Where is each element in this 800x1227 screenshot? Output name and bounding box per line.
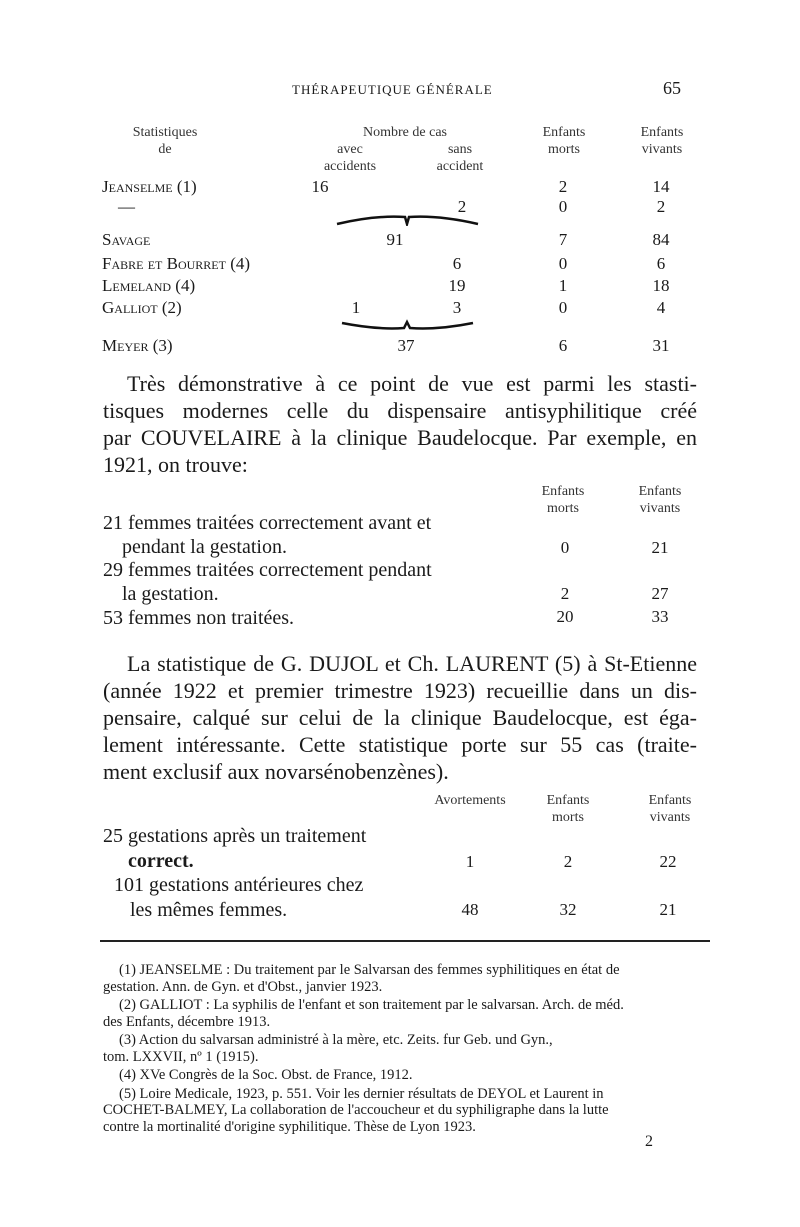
table-cell: 33 bbox=[651, 607, 669, 626]
table-row-label: Jeanselme (1) bbox=[102, 177, 197, 196]
table-cell: 21 bbox=[659, 900, 677, 919]
table-row-label: la gestation. bbox=[122, 583, 219, 605]
paragraph-line: 1921, on trouve: bbox=[103, 452, 248, 477]
table-row-label: correct. bbox=[128, 850, 194, 872]
table1-head-line: sans bbox=[447, 142, 473, 157]
footnotes bbox=[103, 962, 703, 1135]
table-cell: 19 bbox=[448, 276, 466, 295]
table1-head-line: de bbox=[158, 142, 172, 157]
footnote-line: gestation. Ann. de Gyn. et d'Obst., janvier 1923. bbox=[103, 978, 383, 995]
table-cell: 2 bbox=[558, 177, 568, 196]
footnote-line: (3) Action du salvarsan administré à la mère, etc. Zeits. fur Geb. und Gyn., bbox=[119, 1032, 553, 1048]
table3-head-line: Enfants bbox=[546, 793, 590, 808]
table3-head-line: Enfants bbox=[648, 793, 692, 808]
table2-head-line: morts bbox=[547, 501, 579, 516]
table1-col-vivants bbox=[622, 124, 702, 158]
table-cell: 2 bbox=[563, 852, 573, 871]
table-cell: 21 bbox=[651, 538, 669, 557]
paragraph-line: lement intéressante. Cette statistique porte sur 55 cas (traite- bbox=[103, 732, 697, 757]
table-cell: 4 bbox=[656, 298, 666, 317]
brace-icon bbox=[335, 212, 480, 226]
footnote bbox=[103, 962, 703, 995]
table-cell: 18 bbox=[652, 276, 670, 295]
table2-col-vivants bbox=[620, 483, 700, 517]
table1-col-nombre: Nombre de cas bbox=[363, 125, 447, 140]
table3-col-vivants bbox=[630, 792, 710, 826]
table-row-label: 25 gestations après un traitement bbox=[103, 825, 367, 847]
table-cell: 22 bbox=[659, 852, 677, 871]
table1-col-sans bbox=[420, 141, 500, 175]
table1-head-line: avec bbox=[337, 142, 363, 157]
paragraph bbox=[103, 650, 697, 785]
table-cell: 48 bbox=[461, 900, 479, 919]
table-cell: 91 bbox=[386, 230, 404, 249]
table-cell: 2 bbox=[457, 197, 467, 216]
table-cell: 84 bbox=[652, 230, 670, 249]
table-row-label: — bbox=[118, 197, 135, 216]
table-row-label: 53 femmes non traitées. bbox=[103, 607, 295, 629]
footnote-divider bbox=[100, 940, 710, 942]
table-row-label: Meyer (3) bbox=[102, 336, 173, 355]
table-cell: 14 bbox=[652, 177, 670, 196]
table1-head-line: vivants bbox=[641, 142, 683, 157]
table1-head-line: accidents bbox=[323, 159, 377, 174]
table3-col-avortements: Avortements bbox=[434, 793, 506, 808]
table-cell: 0 bbox=[560, 538, 570, 557]
table-cell: 1 bbox=[558, 276, 568, 295]
footnote-line: (4) XVe Congrès de la Soc. Obst. de France, 1912. bbox=[119, 1067, 413, 1083]
paragraph-line: par COUVELAIRE à la clinique Baudelocque. Par exemple, en bbox=[103, 425, 697, 450]
table-row-label: Galliot (2) bbox=[102, 298, 182, 317]
table-row-label: Fabre et Bourret (4) bbox=[102, 254, 251, 273]
table2-head-line: vivants bbox=[639, 501, 681, 516]
table-cell: 0 bbox=[558, 254, 568, 273]
footnote-line: tom. LXXVII, nº 1 (1915). bbox=[103, 1048, 259, 1065]
table1-head-line: Enfants bbox=[542, 125, 586, 140]
table-cell: 6 bbox=[558, 336, 568, 355]
paragraph bbox=[103, 370, 697, 478]
paragraph-line: tisques modernes celle du dispensaire antisyphilitique créé bbox=[103, 398, 697, 423]
table1-head-line: accident bbox=[436, 159, 484, 174]
table-cell: 20 bbox=[556, 607, 574, 626]
table-cell: 27 bbox=[651, 584, 669, 603]
running-header: THÉRAPEUTIQUE GÉNÉRALE bbox=[292, 82, 493, 97]
footnote-line: (5) Loire Medicale, 1923, p. 551. Voir les dernier résultats de DEYOL et Laurent in bbox=[119, 1085, 604, 1102]
table-cell: 16 bbox=[311, 177, 329, 196]
footnote-line: (1) JEANSELME : Du traitement par le Salvarsan des femmes syphilitiques en état de bbox=[119, 962, 620, 978]
table-row-label: 101 gestations antérieures chez bbox=[114, 874, 364, 896]
table-row-label: Savage bbox=[102, 230, 151, 249]
table-cell: 2 bbox=[656, 197, 666, 216]
footnote-line: COCHET-BALMEY, La collaboration de l'accoucheur et du syphiligraphe dans la lutte bbox=[103, 1102, 609, 1118]
paragraph-line: pensaire, calqué sur celui de la clinique Baudelocque, est éga- bbox=[103, 705, 697, 730]
paragraph-line: La statistique de G. DUJOL et Ch. LAURENT (5) à St-Etienne bbox=[127, 651, 697, 676]
table2-col-morts bbox=[523, 483, 603, 517]
table-row-label: pendant la gestation. bbox=[122, 536, 287, 558]
table2-head-line: Enfants bbox=[638, 484, 682, 499]
table-cell: 37 bbox=[397, 336, 415, 355]
table1-col-statistiques bbox=[115, 124, 215, 158]
table-cell: 3 bbox=[452, 298, 462, 317]
table1-head-line: morts bbox=[548, 142, 580, 157]
footnote bbox=[103, 1032, 703, 1065]
footnote-line: contre la mortinalité d'origine syphilitique. Thèse de Lyon 1923. bbox=[103, 1118, 476, 1135]
table1-head-line: Enfants bbox=[640, 125, 684, 140]
table-cell: 7 bbox=[558, 230, 568, 249]
table-cell: 2 bbox=[560, 584, 570, 603]
table1-col-morts bbox=[524, 124, 604, 158]
table-row-label: 21 femmes traitées correctement avant et bbox=[103, 512, 432, 534]
paragraph-line: Très démonstrative à ce point de vue est parmi les stasti- bbox=[127, 371, 697, 396]
page-number: 65 bbox=[663, 78, 681, 98]
table-row-label: 29 femmes traitées correctement pendant bbox=[103, 559, 432, 581]
page-signature: 2 bbox=[645, 1133, 653, 1150]
table3-head-line: morts bbox=[552, 810, 584, 825]
table-cell: 1 bbox=[465, 852, 475, 871]
table-cell: 31 bbox=[652, 336, 670, 355]
footnote bbox=[103, 1067, 703, 1084]
table2-head-line: Enfants bbox=[541, 484, 585, 499]
table-cell: 1 bbox=[351, 298, 361, 317]
table3-col-morts bbox=[528, 792, 608, 826]
table-cell: 6 bbox=[656, 254, 666, 273]
table1-col-avec bbox=[310, 141, 390, 175]
paragraph-line: (année 1922 et premier trimestre 1923) recueillie dans un dis- bbox=[103, 678, 697, 703]
footnote-line: des Enfants, décembre 1913. bbox=[103, 1013, 271, 1030]
table-row-label: les mêmes femmes. bbox=[130, 899, 288, 921]
footnote bbox=[103, 997, 703, 1030]
paragraph-line: ment exclusif aux novarsénobenzènes). bbox=[103, 759, 449, 784]
footnote-line: (2) GALLIOT : La syphilis de l'enfant et son traitement par le salvarsan. Arch. de méd. bbox=[119, 997, 624, 1013]
table-cell: 32 bbox=[559, 900, 577, 919]
table-row-label: Lemeland (4) bbox=[102, 276, 196, 295]
brace-icon bbox=[340, 318, 475, 332]
table1-head-line: Statistiques bbox=[132, 125, 198, 140]
table-cell: 0 bbox=[558, 197, 568, 216]
table-cell: 6 bbox=[452, 254, 462, 273]
footnote bbox=[103, 1086, 703, 1136]
table3-head-line: vivants bbox=[649, 810, 691, 825]
table-cell: 0 bbox=[558, 298, 568, 317]
